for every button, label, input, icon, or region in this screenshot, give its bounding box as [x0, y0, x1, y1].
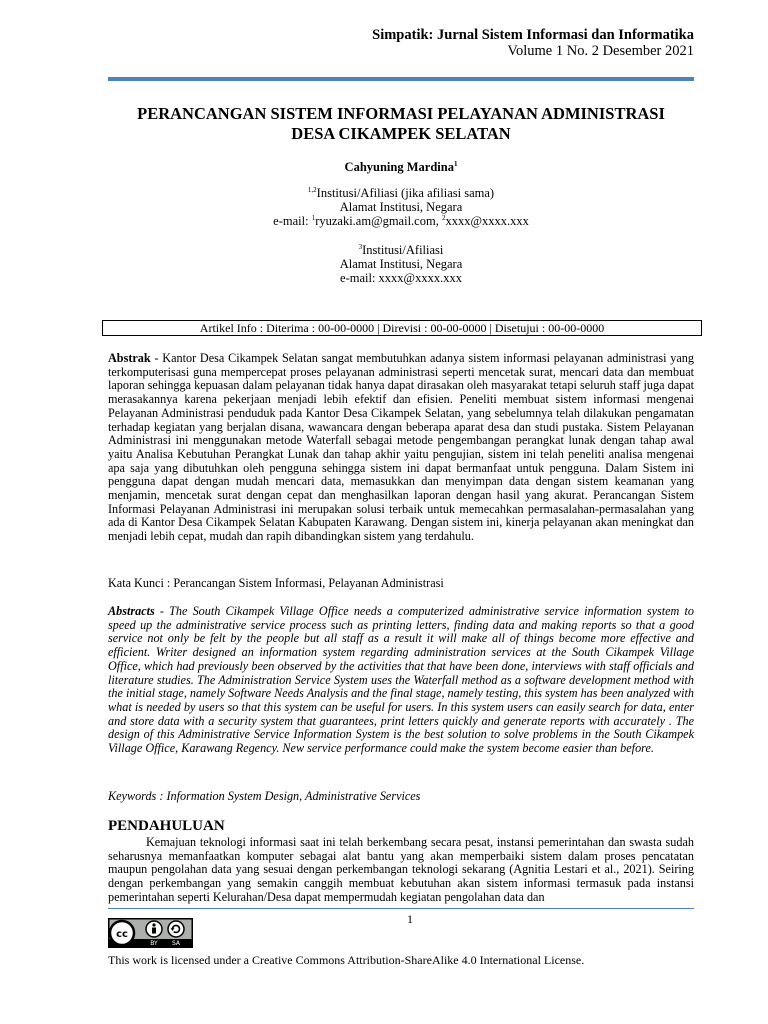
affil2-email: e-mail: xxxx@xxxx.xxx	[340, 271, 462, 285]
page-number: 1	[407, 912, 413, 926]
affiliation-2	[108, 243, 694, 285]
cc-by-sa-badge-icon[interactable]	[108, 918, 193, 948]
affil1-inst	[108, 186, 694, 200]
article-info-box: Artikel Info : Diterima : 00-00-0000 | Direvisi : 00-00-0000 | Disetujui : 00-00-0000	[102, 320, 702, 336]
affil1-email1-sup: 1	[311, 213, 316, 222]
keywords-id: Kata Kunci : Perancangan Sistem Informasi, Pelayanan Administrasi	[108, 576, 444, 590]
affil1-sup: 1,2	[307, 185, 317, 194]
svg-text:cc: cc	[116, 929, 128, 940]
affil2-address: Alamat Institusi, Negara	[339, 257, 463, 271]
paper-title	[100, 104, 702, 144]
title-line-1: PERANCANGAN SISTEM INFORMASI PELAYANAN ADMINISTRASI	[137, 104, 665, 123]
license-text: This work is licensed under a Creative Commons Attribution-ShareAlike 4.0 International License.	[108, 953, 585, 967]
abstract-en-text: - The South Cikampek Village Office needs a computerized administrative service information system to speed up the administrative service process such as printing letters, finding data and making reports so that a good service not only be felt by the people but all staff as a result it will make all of things become more effective and efficient. Writer designed an information system regarding administration services at the South Cikampek Village Office, which had previously been observed by the activities that that have been done, interviews with staff officials and literature studies. The Administration Service System uses the Waterfall method as a software development method with the initial stage, namely Software Needs Analysis and the final stage, namely testing, this system has been analyzed with what is needed by users so that this system can be useful for users. In this system users can easily search for data, enter and store data with a security system that guarantees, print letters quickly and generate reports with accurately . The design of this Administrative Service Information System is the best solution to solve problems in the South Cikampek Village Office, Karawang Regency. New service performance could make the system become easier than before.	[108, 604, 694, 756]
abstract-id	[108, 352, 694, 544]
badge-by-label: BY	[150, 940, 158, 947]
footer-rule	[108, 908, 694, 909]
journal-volume: Volume 1 No. 2 Desember 2021	[507, 43, 694, 59]
section-heading: PENDAHULUAN	[108, 818, 225, 834]
affil1-email1: ryuzaki.am@gmail.com,	[315, 214, 442, 228]
badge-sa-label: SA	[171, 940, 181, 947]
affil2-inst-text: Institusi/Afiliasi	[362, 243, 444, 257]
abstract-id-text: - Kantor Desa Cikampek Selatan sangat membutuhkan adanya sistem informasi pelayanan administrasi yang terkomputerisasi guna mempercepat proses pelayanan administrasi seperti mencetak surat, mencari data dan membuat laporan sehingga kepuasan dalam pelayanan tidak hanya dapat dirasakan oleh masyarakat tetapi seluruh staff juga dapat merasakannya karena pekerjaan menjadi lebih efektif dan efisien. Peneliti membuat sistem informasi mengenai Pelayanan Administrasi penduduk pada Kantor Desa Cikampek Selatan, yang sebelumnya telah dilakukan pengamatan terhadap kegiatan yang berjalan disana, wawancara dengan beberapa aparat desa dan studi pustaka. Sistem Pelayanan Administrasi ini menggunakan metode Waterfall sebagai metode pengembangan perangkat lunak dengan tahap awal yaitu Analisa Kebutuhan Perangkat Lunak dan tahap akhir yaitu pengujian, sistem ini telah peneliti analisa mengenai apa saja yang dibutuhkan oleh pengguna sehingga sistem ini dapat bermanfaat untuk pengguna. Dalam Sistem ini pengguna dapat dengan mudah mencari data, memasukkan dan menyimpan data dengan sistem keamanan yang menjamin, mencetak surat dengan cepat dan menghasilkan laporan dengan hasil yang akurat. Perancangan Sistem Informasi Pelayanan Administrasi ini merupakan solusi terbaik untuk memecahkan permasalahan-permasalahan yang ada di Kantor Desa Cikampek Selatan Kabupaten Karawang. Dengan sistem ini, kinerja pelayanan akan meningkat dan menjadi lebih cepat, mudah dan rapih dibandingkan sistem yang terdahulu.	[108, 351, 694, 544]
header-rule	[108, 77, 694, 81]
affil2-sup: 3	[358, 242, 363, 251]
section-body: Kemajuan teknologi informasi saat ini telah berkembang secara pesat, instansi pemerintahan dan swasta sudah seharusnya memanfaatkan komputer sebagai alat bantu yang akan memperbaiki sistem dalam proses pencatatan maupun pengolahan data yang sesuai dengan perkembangan teknologi sekarang (Agnitia Lestari et al., 2021). Seiring dengan perkembangan yang semakin canggih membuat kebutuhan akan sistem informasi termasuk pada instansi pemerintahan seperti Kelurahan/Desa dapat mempermudah kegiatan pengolahan data dan	[108, 835, 694, 904]
affil2-inst	[108, 243, 694, 257]
affil1-address: Alamat Institusi, Negara	[339, 200, 463, 214]
author-sup: 1	[453, 159, 458, 168]
abstract-en	[108, 605, 694, 756]
abstract-id-label: Abstrak	[108, 351, 151, 365]
affil1-email2: xxxx@xxxx.xxx	[445, 214, 529, 228]
title-line-2: DESA CIKAMPEK SELATAN	[291, 124, 511, 143]
journal-title: Simpatik: Jurnal Sistem Informasi dan Informatika	[372, 27, 694, 43]
affil1-email2-sup: 2	[441, 213, 446, 222]
keywords-en: Keywords : Information System Design, Administrative Services	[108, 789, 421, 803]
author-name-text: Cahyuning Mardina	[344, 160, 454, 174]
affil1-email-prefix: e-mail:	[273, 214, 312, 228]
abstract-en-label: Abstracts	[108, 604, 155, 618]
affil1-email	[108, 214, 694, 228]
affil1-inst-text: Institusi/Afiliasi (jika afiliasi sama)	[316, 186, 495, 200]
affiliation-1	[108, 186, 694, 228]
author-name	[108, 160, 694, 174]
